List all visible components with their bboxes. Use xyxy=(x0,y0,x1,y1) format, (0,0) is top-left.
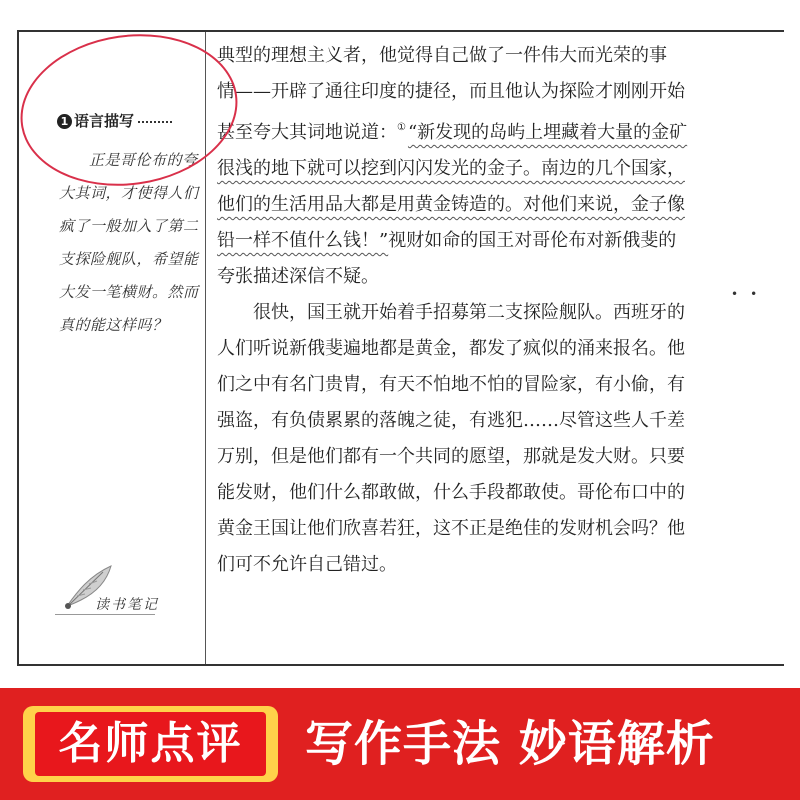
text-line: 强盗，有负债累累的落魄之徒，有逃犯……尽管这些人千差 xyxy=(217,410,685,431)
text-line: 铅一样不值什么钱！”视财如命的国王对哥伦布对新俄斐的 xyxy=(217,230,677,251)
text-line: 夸张描述深信不疑。 xyxy=(217,266,379,287)
wavy-underlined-quote: 很浅的地下就可以挖到闪闪发光的金子。南边的几个国家， xyxy=(217,158,685,179)
promo-banner xyxy=(0,688,800,800)
banner-title: 写作手法 妙语解析 xyxy=(305,716,715,772)
text-line: 甚至夸大其词地说道：① “新发现的岛屿上埋藏着大量的金矿 xyxy=(217,122,688,143)
reading-notes-block xyxy=(55,562,165,614)
text-line: 能发财，他们什么都敢做，什么手段都敢使。哥伦布口中的 xyxy=(217,482,685,503)
annotation-number-badge: 1 xyxy=(57,114,72,129)
text-line: 很快，国王就开始着手招募第二支探险舰队。西班牙的 xyxy=(217,302,685,323)
text-line: 们之中有名门贵胄，有天不怕地不怕的冒险家，有小偷，有 xyxy=(217,374,685,395)
text-line: 们可不允许自己错过。 xyxy=(217,554,397,575)
text-line: 万别，但是他们都有一个共同的愿望，那就是发大财。只要 xyxy=(217,446,685,467)
badge-frame xyxy=(23,706,278,782)
text-line xyxy=(217,151,784,187)
reading-notes-label: 读书笔记 xyxy=(95,597,159,613)
text-line: 典型的理想主义者，他觉得自己做了一件伟大而光荣的事 xyxy=(217,45,667,66)
badge-label: 名师点评 xyxy=(35,712,266,776)
text-line: 黄金王国让他们欣喜若狂，这不正是绝佳的发财机会吗？他 xyxy=(217,518,685,539)
text-line: 人们听说新俄斐遍地都是黄金，都发了疯似的涌来报名。他 xyxy=(217,338,685,359)
emphasis-dots: •• xyxy=(731,287,770,301)
notes-underline xyxy=(55,614,155,615)
footnote-marker: ① xyxy=(397,122,406,133)
text-line: 情——开辟了通往印度的捷径，而且他认为探险才刚刚开始 xyxy=(217,81,685,102)
wavy-underlined-quote: 他们的生活用品大都是用黄金铸造的。对他们来说，金子像 xyxy=(217,194,685,215)
annotation-title: 语言描写 xyxy=(74,112,135,130)
annotation-text: 正是哥伦布的夸大其词，才使得人们疯了一般加入了第二支探险舰队，希望能大发一笔横财。然而真的能这样吗？ xyxy=(59,151,199,334)
text-line xyxy=(217,187,784,223)
body-text xyxy=(217,38,784,583)
wavy-underlined-quote: “新发现的岛屿上埋藏着大量的金矿 xyxy=(407,122,688,143)
wavy-underlined-quote: 铅一样不值什么钱！” xyxy=(217,230,389,251)
